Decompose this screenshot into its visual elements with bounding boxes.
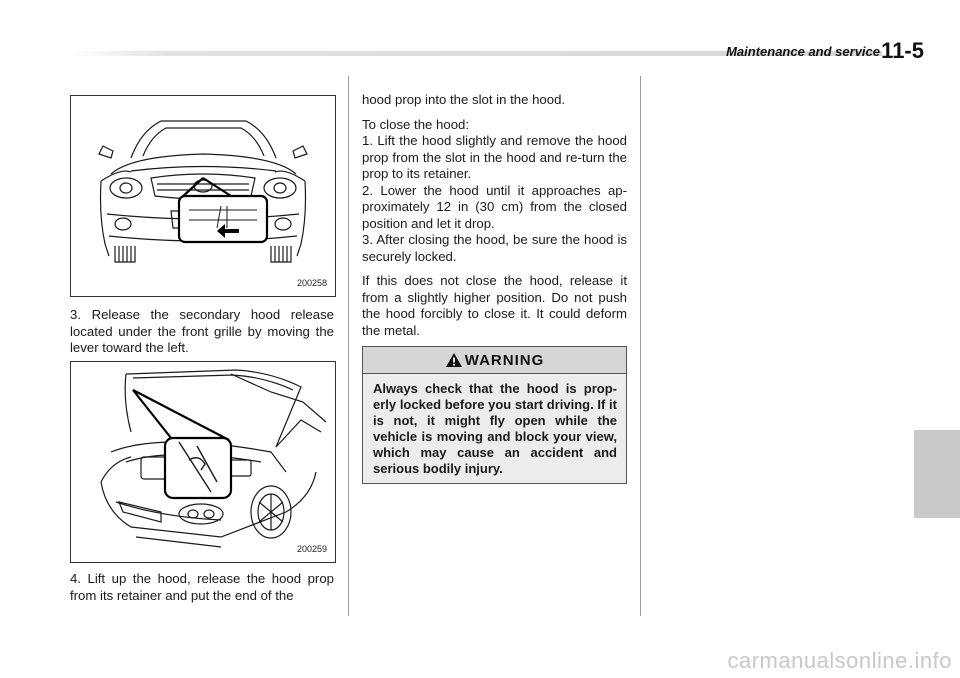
close-intro: To close the hood:	[362, 116, 470, 132]
column-divider-right	[640, 76, 641, 616]
chapter-tab	[914, 430, 960, 518]
close-step-3: 3. After closing the hood, be sure the hood is securely locked.	[362, 232, 627, 264]
step-3-text: 3. Release the secondary hood release located under the front grille by moving the lever toward the left.	[70, 307, 334, 355]
figure-front-car	[70, 95, 336, 297]
section-title: Maintenance and service	[726, 44, 880, 59]
warning-box	[362, 346, 627, 484]
warning-body: Always check that the hood is prop-erly locked before you start driving. If it is not, it might fly open while the vehicle is moving and block your view, which may cause an accident and serious bodily injury.	[373, 381, 617, 476]
open-hood-illustration	[71, 362, 335, 562]
warning-title: WARNING	[464, 351, 545, 369]
figure-code: 200259	[296, 544, 327, 554]
warning-triangle-icon	[445, 352, 463, 368]
close-step-2: 2. Lower the hood until it approaches ap-proximately 12 in (30 cm) from the closed position and let it drop.	[362, 182, 627, 231]
close-step-1: 1. Lift the hood slightly and remove the hood prop from the slot in the hood and re-turn the prop to its retainer.	[362, 133, 627, 181]
warning-header	[363, 347, 626, 374]
close-instructions	[362, 92, 627, 347]
figure-code: 200258	[296, 278, 327, 288]
continuation-text: hood prop into the slot in the hood.	[362, 92, 566, 107]
step-4-text: 4. Lift up the hood, release the hood prop from its retainer and put the end of the	[70, 571, 334, 603]
page-number: 11-5	[881, 38, 924, 63]
front-car-illustration	[71, 96, 335, 296]
column-divider-left	[348, 76, 349, 616]
figure-open-hood	[70, 361, 336, 563]
caution-note: If this does not close the hood, release it from a slightly higher position. Do not push the hood forcibly to close it. It could deform the metal.	[362, 273, 627, 338]
watermark: carmanualsonline.info	[727, 648, 952, 673]
